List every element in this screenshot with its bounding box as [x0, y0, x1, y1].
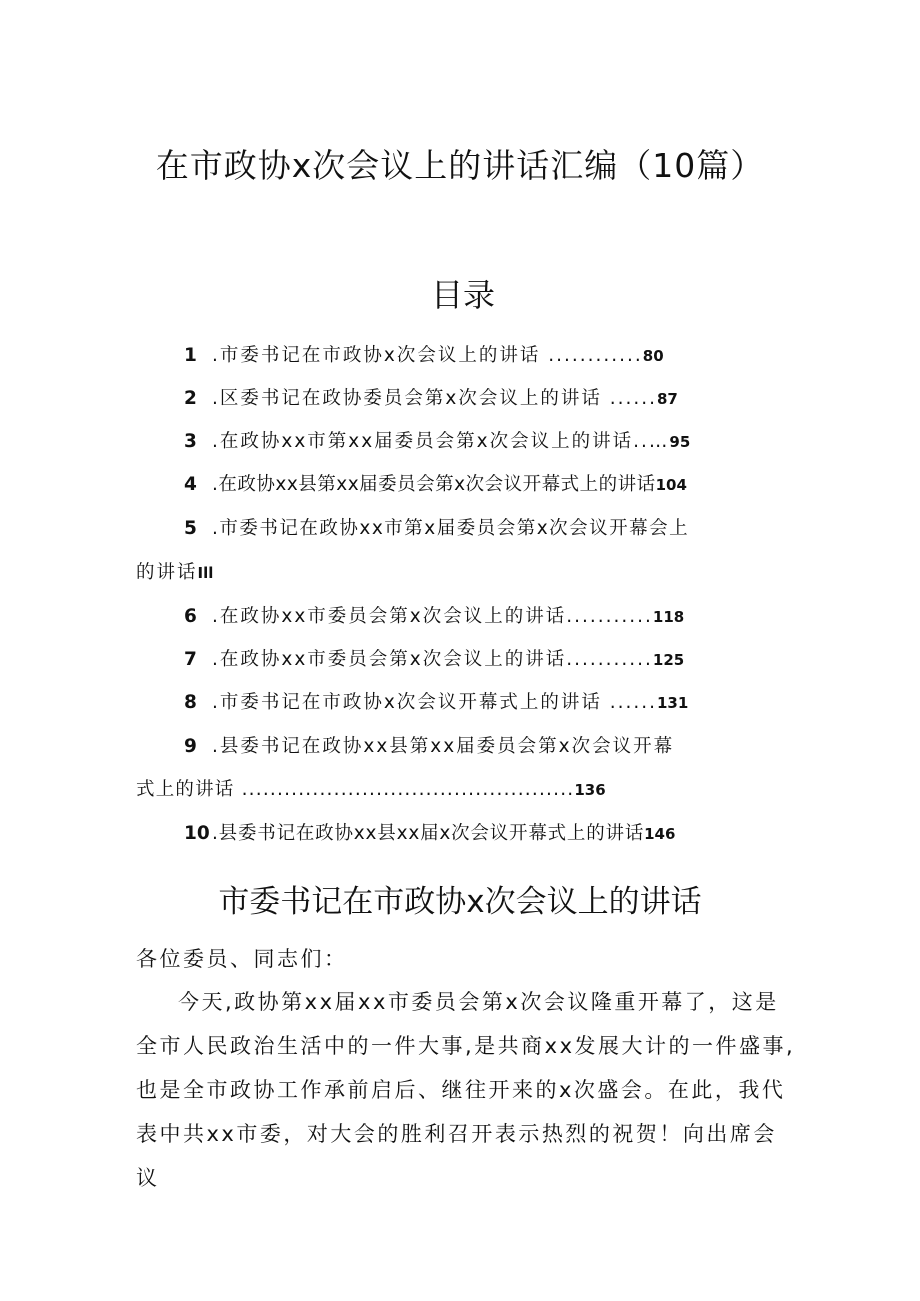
toc-entry-page: 131: [657, 694, 689, 712]
toc-entry-text: .市委书记在市政协x次会议上的讲话 ............: [212, 345, 643, 366]
toc-entry[interactable]: [136, 429, 790, 455]
toc-entry-page: 87: [657, 390, 678, 408]
body-paragraph: 今天,政协第xx届xx市委员会第x次会议隆重开幕了，这是全市人民政治生活中的一件大事,是共商xx发展大计的一件盛事,也是全市政协工作承前启后、继往开来的x次盛会。在此，我代表中共xx市委，对大会的胜利召开表示热烈的祝贺！向出席会议: [136, 990, 796, 1190]
toc-entry[interactable]: [136, 821, 790, 847]
toc-entry-text: .在政协xx市委员会第x次会议上的讲话...........: [212, 606, 653, 627]
toc-entry-number: 5: [184, 518, 197, 539]
toc-entry-number: 4: [184, 474, 197, 495]
toc-entry-number: 6: [184, 606, 197, 627]
toc-entry-number: 1: [184, 345, 197, 366]
toc-entry[interactable]: [136, 472, 790, 498]
toc-entry-page: 95: [669, 433, 691, 451]
toc-entry-text: .县委书记在政协xx县第xx届委员会第x次会议开幕: [212, 736, 675, 757]
toc-entry[interactable]: [136, 604, 790, 630]
toc-entry-text: .市委书记在市政协x次会议开幕式上的讲话 ......: [212, 692, 657, 713]
toc-entry-text: 式上的讲话 ...............................................: [136, 779, 575, 800]
toc-entry-text: .市委书记在政协xx市第x届委员会第x次会议开幕会上: [212, 518, 690, 539]
toc-entry-number: 10: [184, 823, 210, 844]
toc-entry[interactable]: [136, 516, 790, 542]
toc-entry-text: .县委书记在政协xx县xx届x次会议开幕式上的讲话: [212, 823, 645, 844]
toc-entry-page: 136: [574, 781, 606, 799]
toc-entry-number: 3: [184, 431, 197, 452]
toc-entry-text: .在政协xx市第xx届委员会第x次会议上的讲话..…: [212, 431, 670, 452]
toc-entry[interactable]: [136, 647, 790, 673]
toc-entry-number: 2: [184, 388, 197, 409]
toc-entry-text: .区委书记在政协委员会第x次会议上的讲话 ......: [212, 388, 657, 409]
toc-entry-page: 118: [652, 608, 685, 626]
toc-entry-page: 104: [655, 476, 687, 494]
toc-entry-continuation[interactable]: [136, 560, 790, 586]
toc-entry-page: Ill: [197, 564, 214, 582]
toc-entry-continuation[interactable]: [136, 777, 790, 803]
toc-entry[interactable]: [136, 386, 790, 412]
document-title: 在市政协x次会议上的讲话汇编（10篇）: [155, 146, 765, 185]
toc-entry-page: 125: [652, 651, 685, 669]
toc-entry-text: .在政协xx县第xx届委员会第x次会议开幕式上的讲话: [212, 474, 656, 495]
toc-entry-text: .在政协xx市委员会第x次会议上的讲话...........: [212, 649, 653, 670]
toc-entry[interactable]: [136, 343, 790, 369]
toc-heading: 目录: [430, 276, 495, 314]
toc-entry[interactable]: [136, 690, 790, 716]
toc-entry-page: 80: [642, 347, 664, 365]
toc-entry-number: 8: [184, 692, 197, 713]
toc-entry[interactable]: [136, 734, 790, 760]
toc-entry-number: 7: [184, 649, 197, 670]
salutation: 各位委员、同志们：: [136, 947, 348, 971]
toc-entry-page: 146: [644, 825, 676, 843]
section-title: 市委书记在市政协x次会议上的讲话: [218, 884, 702, 920]
toc-entry-number: 9: [184, 736, 197, 757]
toc-entry-text: 的讲话: [136, 562, 198, 583]
